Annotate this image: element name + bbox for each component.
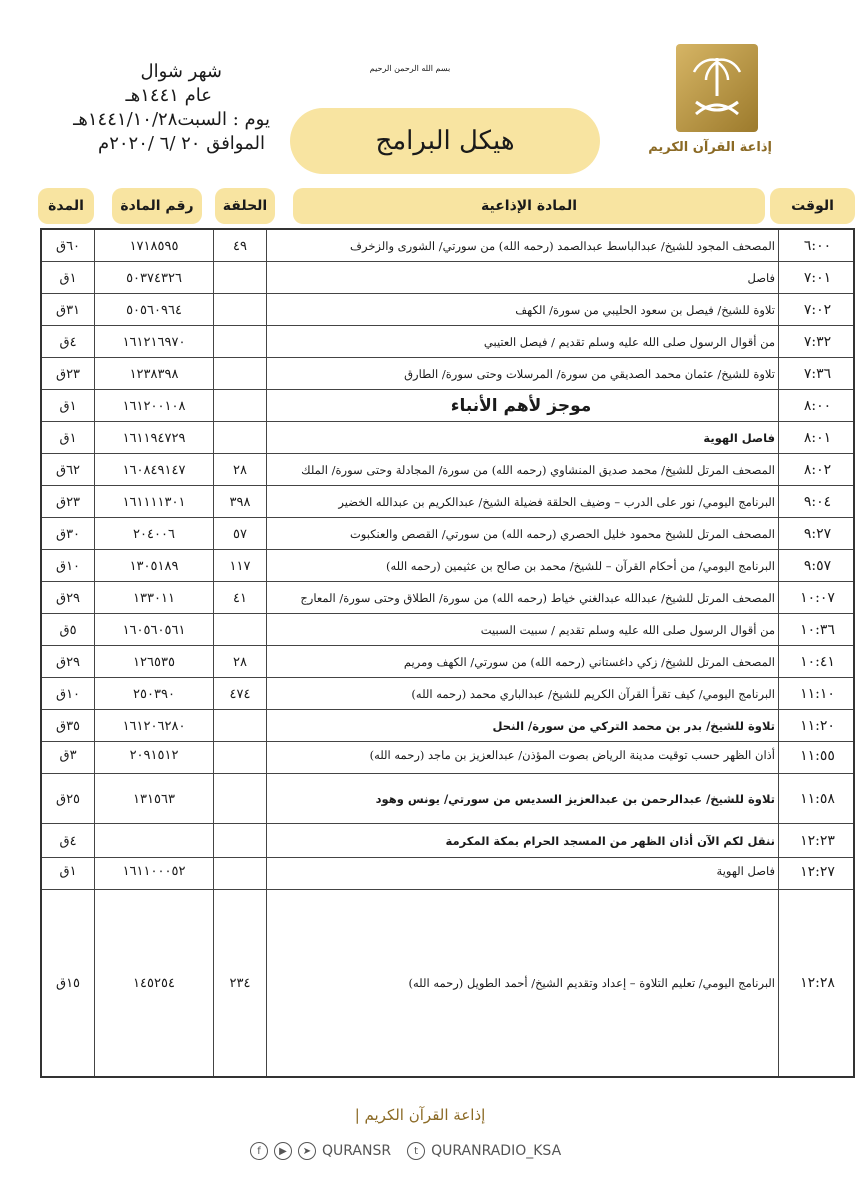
duration-cell: ٣ق [59,748,77,763]
table-row [42,358,853,390]
table-row [42,486,853,518]
material-cell: البرنامج اليومي/ من أحكام القرآن – للشيخ/ محمد بن صالح بن عثيمين (رحمه الله) [385,559,775,573]
episode-cell: ٣٩٨ [229,494,251,510]
material-number-cell: ٢٠٩١٥١٢ [129,748,179,763]
column-header-duration: المدة [38,188,94,224]
material-cell: ننقل لكم الآن أذان الظهر من المسجد الحرام بمكة المكرمة [445,834,775,848]
table-row [42,710,853,742]
social-handle-secondary[interactable]: QURANRADIO_KSA [431,1143,562,1159]
episode-cell [214,262,266,294]
material-cell: من أقوال الرسول صلى الله عليه وسلم تقديم / سبيت السبيت [480,623,775,637]
table-row [42,858,853,890]
time-cell: ١١:٢٠ [800,718,835,734]
duration-cell: ١٠ق [55,558,81,574]
logo-emblem-icon [676,44,758,132]
time-cell: ٧:٠٢ [803,302,832,318]
footer-station-name: إذاعة القرآن الكريم | [354,1106,486,1124]
date-day: يوم : السبت١٤٤١/١٠/٢٨هـ [73,109,270,130]
material-number-cell: ١٣٣٠١١ [133,590,175,606]
page-title: هيكل البرامج [290,108,600,174]
material-number-cell: ١٦٠٨٤٩١٤٧ [122,462,186,478]
material-number-cell: ١٦١١٩٤٧٢٩ [122,430,186,446]
time-cell: ٨:٠٠ [803,398,832,414]
duration-cell: ١٠ق [55,686,81,702]
material-number-cell: ١٤٥٢٥٤ [133,975,175,991]
column-header-time: الوقت [770,188,855,224]
material-number-cell: ١٣١٥٦٣ [133,791,175,807]
material-cell: تلاوة للشيخ/ عبدالرحمن بن عبدالعزيز السديس من سورتي/ يونس وهود [375,792,775,806]
material-cell: تلاوة للشيخ/ بدر بن محمد التركي من سورة/ النحل [492,719,775,733]
time-cell: ١٠:٤١ [800,654,835,670]
time-cell: ١١:٥٥ [800,748,835,764]
episode-cell [214,742,266,774]
material-cell: البرنامج اليومي/ تعليم التلاوة – إعداد وتقديم الشيخ/ أحمد الطويل (رحمه الله) [408,976,775,990]
material-cell: تلاوة للشيخ/ فيصل بن سعود الحليبي من سورة/ الكهف [515,303,775,317]
material-number-cell: ١٢٦٥٣٥ [133,654,175,670]
time-cell: ١٢:٢٣ [800,833,835,849]
table-row [42,422,853,454]
table-row [42,646,853,678]
date-year: عام ١٤٤١هـ [125,85,212,106]
column-header-episode: الحلقة [215,188,275,224]
episode-cell [214,614,266,646]
episode-cell [214,326,266,358]
time-cell: ٩:٥٧ [803,558,832,574]
material-number-cell: ١٢٣٨٣٩٨ [129,366,179,382]
material-number-cell: ١٦١٢١٦٩٧٠ [122,334,186,350]
time-cell: ٨:٠١ [803,430,832,446]
episode-cell [214,294,266,326]
material-number-cell: ٢٠٤٠٠٦ [133,526,175,542]
duration-cell: ٢٩ق [55,590,81,606]
material-cell: فاصل الهوية [703,431,775,445]
material-cell: تلاوة للشيخ/ عثمان محمد الصديقي من سورة/ المرسلات وحتى سورة/ الطارق [404,367,775,381]
twitter-icon[interactable]: t [407,1142,425,1160]
time-cell: ٨:٠٢ [803,462,832,478]
duration-cell: ١ق [59,398,77,414]
time-cell: ١١:٥٨ [800,791,835,807]
episode-cell: ٤٩ [233,238,247,254]
duration-cell: ٢٣ق [55,366,81,382]
material-cell: المصحف المرتل للشيخ/ عبدالله عبدالغني خياط (رحمه الله) من سورة/ الطلاق وحتى سورة/ المعارج [300,591,775,605]
material-cell: المصحف المجود للشيخ/ عبدالباسط عبدالصمد (رحمه الله) من سورتي/ الشورى والزخرف [350,239,775,253]
table-row [42,550,853,582]
table-row [42,262,853,294]
facebook-icon[interactable]: f [250,1142,268,1160]
duration-cell: ٦٠ق [55,238,81,254]
material-number-cell: ٢٥٠٣٩٠ [133,686,175,702]
time-cell: ٧:٣٢ [803,334,832,350]
basmala: بسم الله الرحمن الرحيم [369,64,451,73]
table-row [42,390,853,422]
material-number-cell: ١٦١١١١٣٠١ [122,494,186,510]
duration-cell: ٣٠ق [55,526,81,542]
logo-caption: إذاعة القرآن الكريم [648,140,772,155]
material-number-cell: ١٦١٢٠٦٢٨٠ [122,718,186,734]
table-row [42,294,853,326]
duration-cell: ١٥ق [55,975,81,991]
episode-cell [214,858,266,890]
material-cell: المصحف المرتل للشيخ/ محمد صديق المنشاوي (رحمه الله) من سورة/ المجادلة وحتى سورة/ الملك [301,463,775,477]
episode-cell: ٢٨ [233,462,247,478]
column-header-number: رقم المادة [112,188,202,224]
episode-cell: ٤٧٤ [229,686,251,702]
duration-cell: ٥ق [59,622,77,638]
duration-cell: ١ق [59,270,77,286]
material-cell: أذان الظهر حسب توقيت مدينة الرياض بصوت المؤذن/ عبدالعزيز بن ماجد (رحمه الله) [369,748,775,762]
material-number-cell: ١٧١٨٥٩٥ [129,238,179,254]
table-row [42,582,853,614]
episode-cell [214,358,266,390]
footer-social [250,1140,620,1162]
material-number-cell: ١٦١٢٠٠١٠٨ [122,398,186,414]
time-cell: ١٠:٣٦ [800,622,835,638]
material-number-cell: ١٦٠٥٦٠٥٦١ [122,622,186,638]
episode-cell [214,710,266,742]
logo [648,44,772,164]
time-cell: ٦:٠٠ [803,238,832,254]
episode-cell [214,390,266,422]
social-handle-primary[interactable]: QURANSR [322,1143,392,1159]
duration-cell: ١ق [59,864,77,879]
table-row [42,678,853,710]
material-number-cell [95,824,213,858]
duration-cell: ٦٢ق [55,462,81,478]
date-block [20,60,270,156]
youtube-icon[interactable]: ▶ [274,1142,292,1160]
material-cell: من أقوال الرسول صلى الله عليه وسلم تقديم / فيصل العتيبي [483,335,775,349]
table-row [42,518,853,550]
duration-cell: ٢٩ق [55,654,81,670]
time-cell: ٧:٠١ [803,270,832,286]
material-cell: البرنامج اليومي/ نور على الدرب – وضيف الحلقة فضيلة الشيخ/ عبدالكريم بن عبدالله الخضير [338,495,775,509]
episode-cell: ٤١ [233,590,247,606]
episode-cell: ٢٣٤ [229,975,251,991]
material-cell: المصحف المرتل للشيخ محمود خليل الحصري (رحمه الله) من سورتي/ القصص والعنكبوت [349,527,775,541]
table-row [42,326,853,358]
table-row [42,454,853,486]
time-cell: ١٠:٠٧ [800,590,835,606]
table-row [42,774,853,824]
table-row [42,890,853,1076]
table-row [42,742,853,774]
table-row [42,230,853,262]
episode-cell: ١١٧ [229,558,251,574]
material-cell: فاصل [747,271,775,285]
material-number-cell: ٥٠٣٧٤٣٢٦ [126,270,182,286]
date-month: شهر شوال [140,61,222,82]
material-number-cell: ١٦١١٠٠٠٥٢ [122,864,186,879]
material-number-cell: ١٣٠٥١٨٩ [129,558,179,574]
schedule-table [40,228,855,1078]
column-header-material: المادة الإذاعية [293,188,765,224]
time-cell: ٧:٣٦ [803,366,832,382]
time-cell: ٩:٢٧ [803,526,832,542]
table-row [42,614,853,646]
duration-cell: ٤ق [59,833,77,849]
duration-cell: ٤ق [59,334,77,350]
time-cell: ١٢:٢٧ [800,864,835,880]
episode-cell [214,422,266,454]
telegram-icon[interactable]: ➤ [298,1142,316,1160]
time-cell: ١٢:٢٨ [800,975,835,991]
episode-cell: ٢٨ [233,654,247,670]
material-number-cell: ٥٠٥٦٠٩٦٤ [126,302,182,318]
material-cell: المصحف المرتل للشيخ/ زكي داغستاني (رحمه الله) من سورتي/ الكهف ومريم [403,655,775,669]
time-cell: ٩:٠٤ [803,494,832,510]
episode-cell [214,774,266,824]
episode-cell [214,824,266,858]
material-cell: موجز لأهم الأنباء [450,396,592,416]
duration-cell: ٣٥ق [55,718,81,734]
duration-cell: ١ق [59,430,77,446]
material-cell: فاصل الهوية [716,864,775,878]
time-cell: ١١:١٠ [800,686,835,702]
date-gregorian: الموافق ٢٠ /٦ /٢٠٢٠م [98,133,265,154]
material-cell: البرنامج اليومي/ كيف تقرأ القرآن الكريم للشيخ/ عبدالباري محمد (رحمه الله) [411,687,775,701]
table-row [42,824,853,858]
duration-cell: ٢٣ق [55,494,81,510]
duration-cell: ٢٥ق [55,791,81,807]
episode-cell: ٥٧ [233,526,247,542]
duration-cell: ٣١ق [55,302,81,318]
